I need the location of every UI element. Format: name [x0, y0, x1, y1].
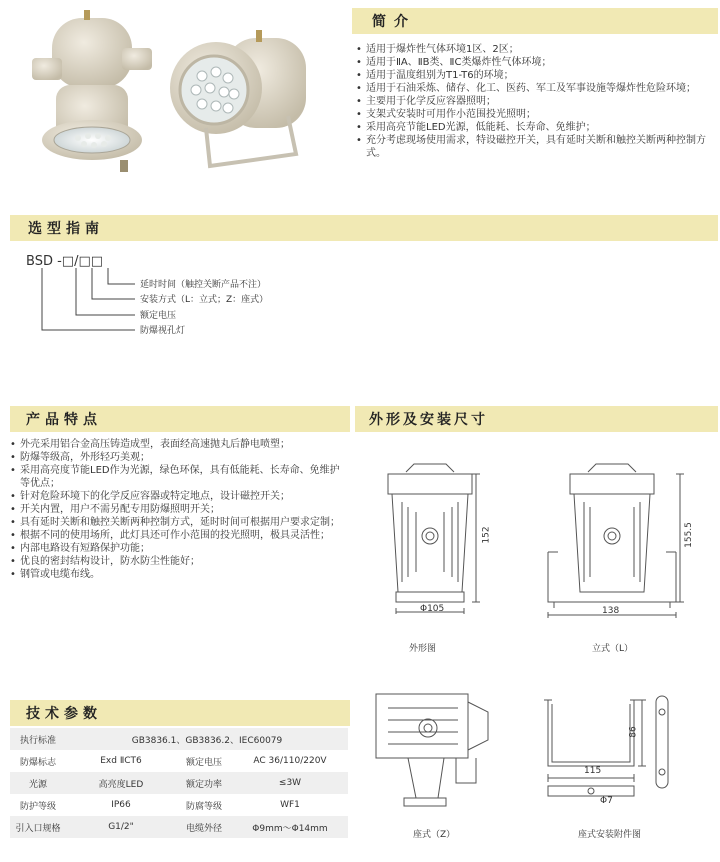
list-item: • 外壳采用铝合金高压铸造成型，表面经高速抛丸后静电喷塑；: [10, 438, 342, 451]
spec-key: 电缆外径: [176, 816, 232, 838]
legend-product: 防爆视孔灯: [140, 326, 186, 337]
list-item: • 适用于ⅡA、ⅡB类、ⅡC类爆炸性气体环境；: [356, 56, 718, 69]
spec-value: Φ9mm～Φ14mm: [232, 816, 348, 838]
spec-value: GB3836.1、GB3836.2、IEC60079: [66, 728, 348, 750]
accessory-width-label: 115: [584, 766, 602, 776]
list-item: • 主要用于化学反应容器照明；: [356, 95, 718, 108]
outline-height-label: 152: [481, 526, 492, 544]
legend-delay: 延时时间（触控关断产品不注）: [140, 280, 267, 290]
drawing-base-accessory: [538, 690, 698, 815]
selection-legend-lines: [30, 268, 140, 338]
accessory-hole-label: Φ7: [600, 796, 613, 806]
spec-value: ≤3W: [232, 772, 348, 794]
table-row: [10, 750, 348, 772]
spec-key: 引入口规格: [10, 816, 66, 838]
dimensions-title: 外形及安装尺寸: [369, 412, 488, 428]
spec-value: IP66: [66, 794, 176, 816]
spec-key: 额定功率: [176, 772, 232, 794]
spec-key: 执行标准: [10, 728, 66, 750]
product-photo-front: [166, 28, 316, 178]
spec-value: 高亮度LED: [66, 772, 176, 794]
list-item: • 优良的密封结构设计，防水防尘性能好；: [10, 555, 342, 568]
drawing-base-mount: [368, 688, 508, 813]
list-item: • 内部电路设有短路保护功能；: [10, 542, 342, 555]
base-caption: 座式（Z）: [413, 830, 456, 840]
intro-list: [356, 43, 718, 160]
features-title: 产品特点: [26, 412, 102, 428]
product-photo-side: [22, 10, 162, 180]
drawing-outline: [378, 462, 488, 622]
accessory-height-label: 86: [628, 726, 639, 738]
spec-key: 防腐等级: [176, 794, 232, 816]
list-item: • 适用于石油采炼、储存、化工、医药、军工及军事设施等爆炸性危险环境；: [356, 82, 718, 95]
specs-table: [10, 728, 348, 838]
intro-title: 简介: [372, 14, 416, 30]
vertical-width-label: 138: [602, 606, 620, 616]
selection-legend: [140, 278, 268, 340]
list-item: • 采用高亮度节能LED作为光源，绿色环保，具有低能耗、长寿命、免维护等优点；: [10, 464, 342, 490]
list-item: • 支架式安装时可用作小范围投光照明；: [356, 108, 718, 121]
model-code-prefix: BSD: [26, 254, 53, 269]
list-item: • 充分考虑现场使用需求，特设磁控开关，具有延时关断和触控关断两种控制方式。: [356, 134, 718, 160]
model-code: [26, 254, 103, 269]
table-row: [10, 772, 348, 794]
spec-value: WF1: [232, 794, 348, 816]
list-item: • 针对危险环境下的化学反应容器或特定地点，设计磁控开关；: [10, 490, 342, 503]
legend-install: 安装方式（L：立式；Z：座式）: [140, 295, 269, 306]
spec-value: Exd ⅡCT6: [66, 750, 176, 772]
features-list: [10, 438, 342, 581]
list-item: • 根据不同的使用场所，此灯具还可作小范围的投光照明，极具灵活性；: [10, 529, 342, 542]
list-item: • 开关内置，用户不需另配专用防爆照明开关；: [10, 503, 342, 516]
spec-value: G1/2": [66, 816, 176, 838]
spec-value: AC 36/110/220V: [232, 750, 348, 772]
table-row: [10, 816, 348, 838]
list-item: • 钢管或电缆布线。: [10, 568, 342, 581]
dimensions-header: [355, 406, 718, 432]
spec-key: 防爆标志: [10, 750, 66, 772]
list-item: • 防爆等级高，外形轻巧美观；: [10, 451, 342, 464]
vertical-height-label: 155.5: [683, 522, 694, 548]
outline-caption: 外形图: [409, 644, 437, 654]
list-item: • 具有延时关断和触控关断两种控制方式，延时时间可根据用户要求定制；: [10, 516, 342, 529]
specs-header: [10, 700, 350, 726]
drawing-vertical-mount: [540, 462, 690, 622]
spec-key: 额定电压: [176, 750, 232, 772]
selection-header: [10, 215, 718, 241]
features-header: [10, 406, 350, 432]
accessory-caption: 座式安装附件图: [578, 830, 642, 840]
list-item: • 适用于温度组别为T1-T6的环境；: [356, 69, 718, 82]
spec-key: 防护等级: [10, 794, 66, 816]
outline-width-label: Φ105: [420, 604, 445, 614]
spec-key: 光源: [10, 772, 66, 794]
table-row: [10, 728, 348, 750]
specs-title: 技术参数: [26, 706, 102, 722]
list-item: • 采用高亮节能LED光源，低能耗、长寿命、免维护；: [356, 121, 718, 134]
model-code-pattern: -□/□□: [57, 254, 104, 269]
list-item: • 适用于爆炸性气体环境1区、2区；: [356, 43, 718, 56]
selection-title: 选型指南: [28, 221, 104, 237]
vertical-caption: 立式（L）: [592, 644, 634, 654]
table-row: [10, 794, 348, 816]
legend-voltage: 额定电压: [140, 310, 177, 321]
intro-header: [352, 8, 718, 34]
